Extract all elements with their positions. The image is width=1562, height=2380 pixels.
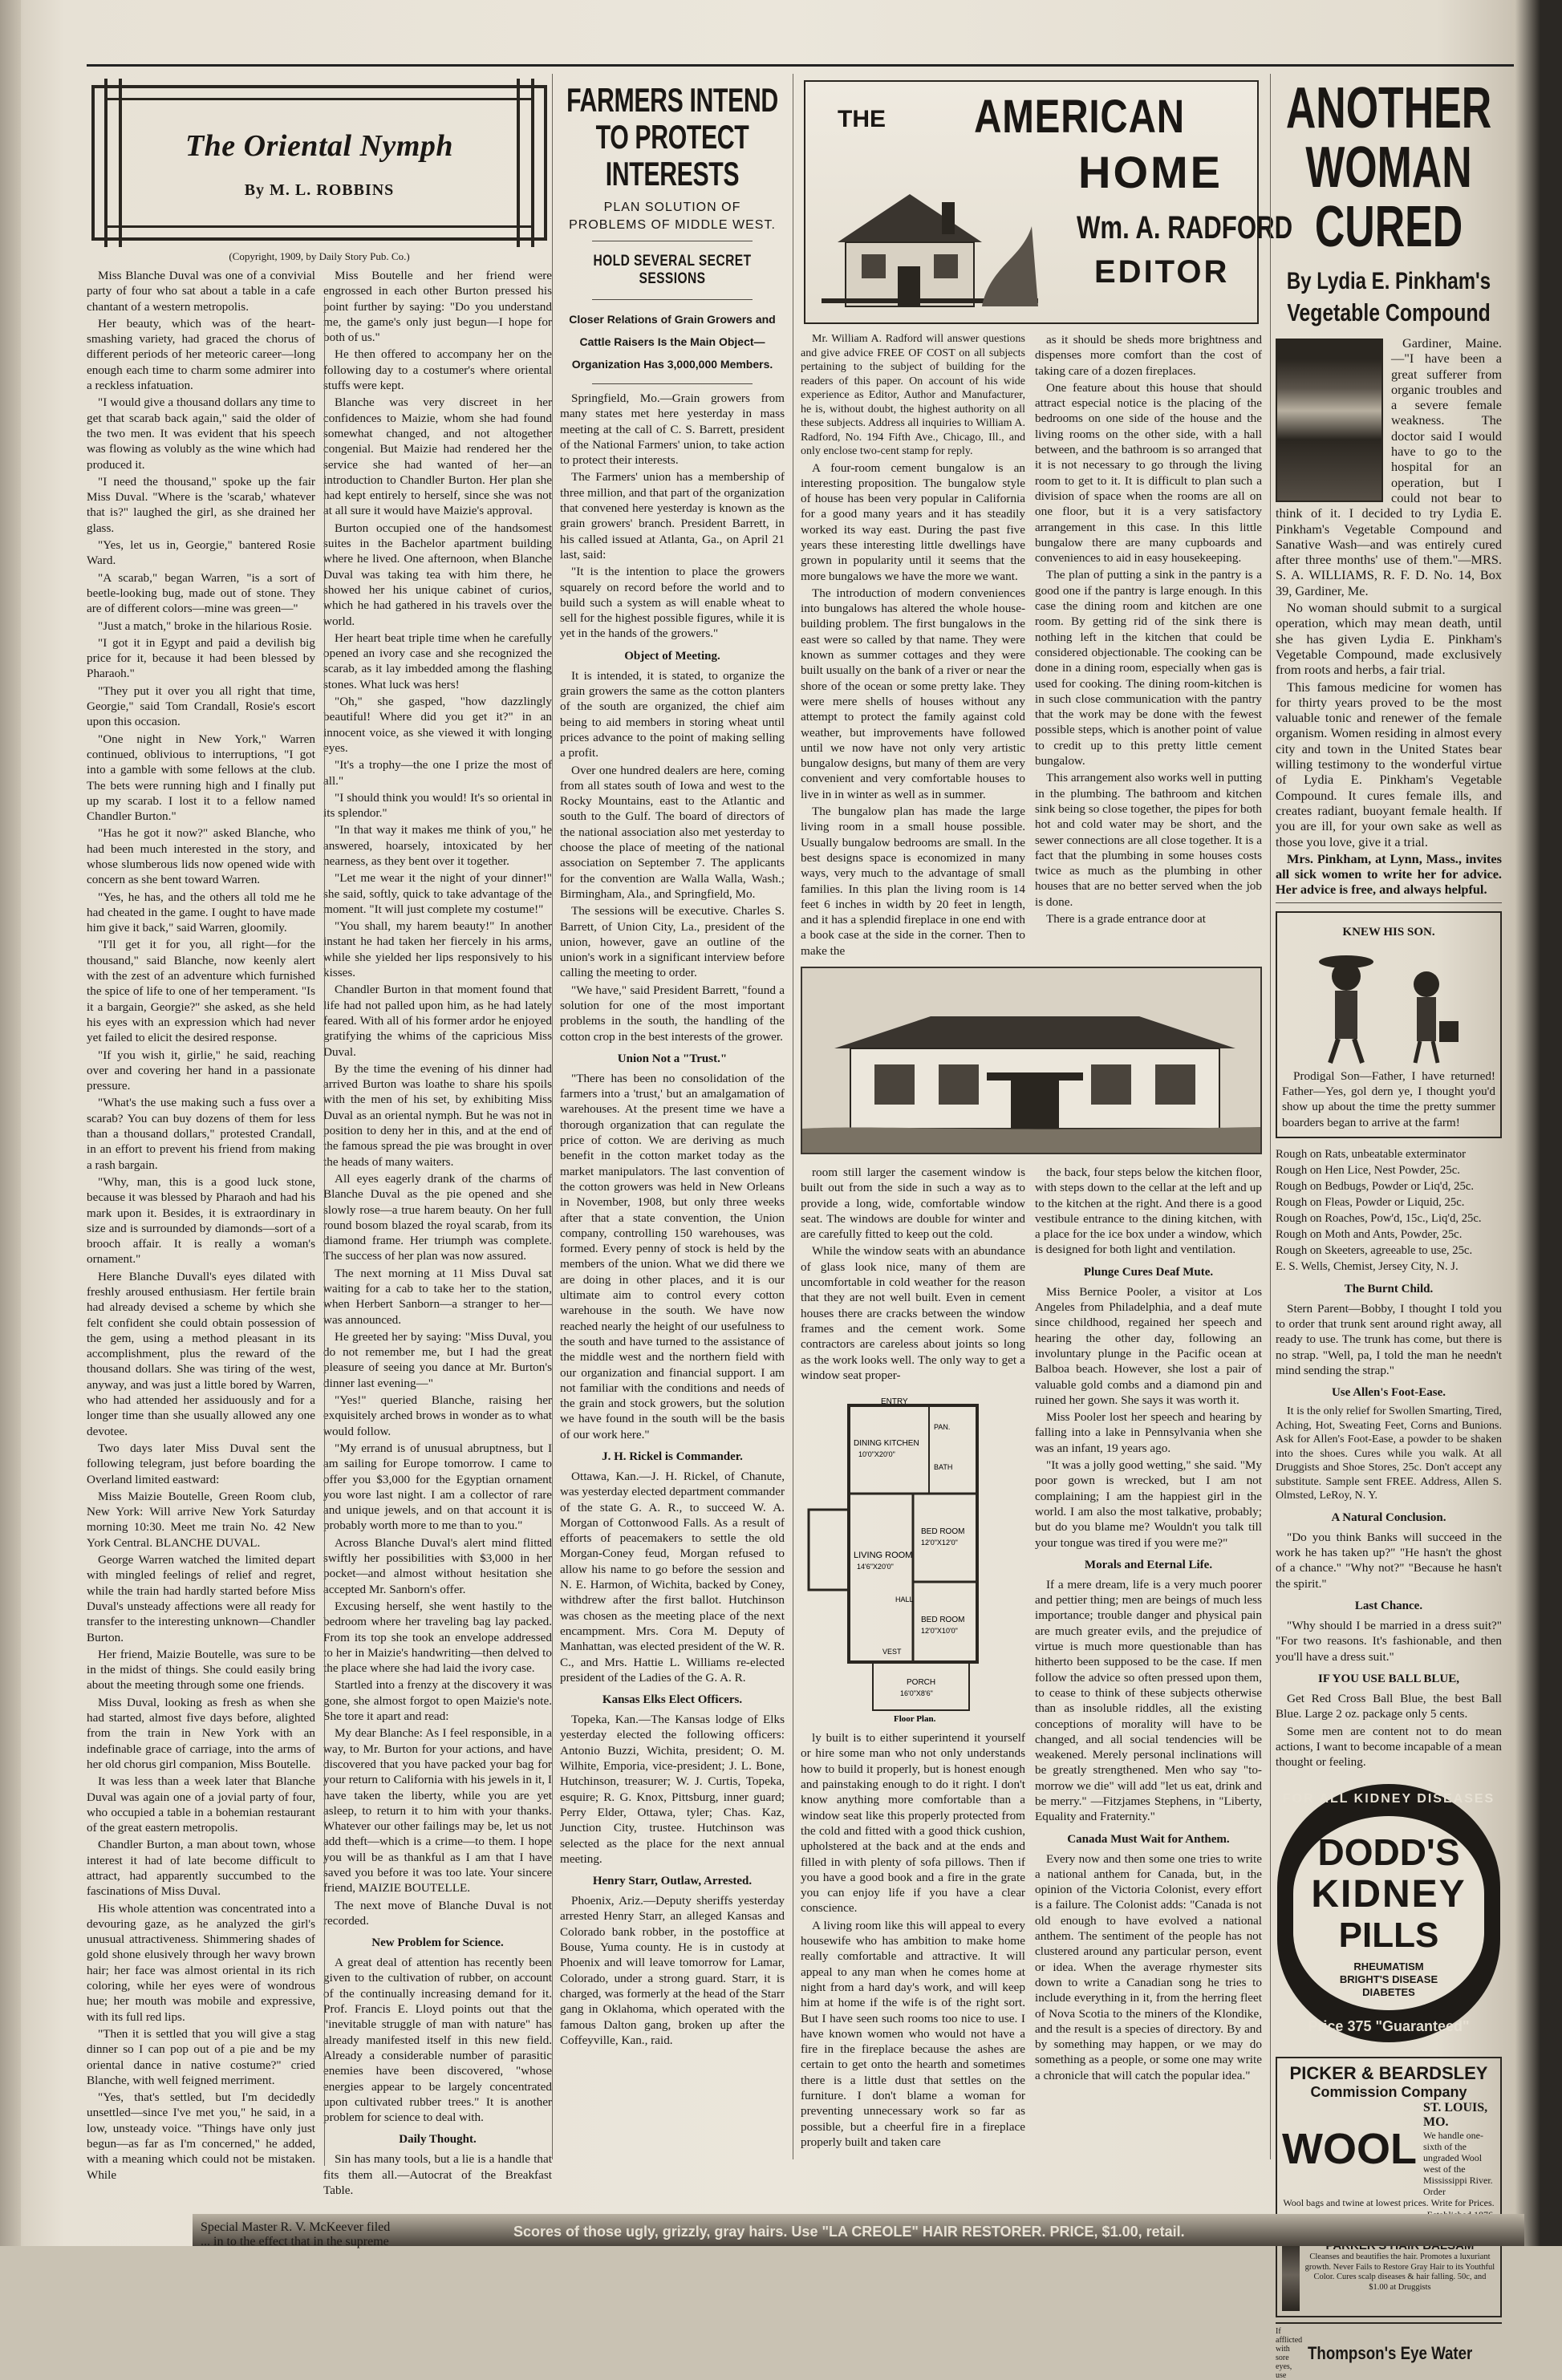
plan-label-pantry: PAN. bbox=[934, 1423, 951, 1432]
story-paragraph: Her friend, Maizie Boutelle, was sure to be in the midst of things. She could easily bring about the meeting through some one friends. bbox=[87, 1647, 315, 1693]
rough-on-item: Rough on Hen Lice, Nest Powder, 25c. bbox=[1276, 1163, 1460, 1177]
story-paragraph: He greeted her by saying: "Miss Duval, you do not remember me, but I had the great pleasure of seeing you dance at Mr. Burton's dinner last evening—" bbox=[323, 1329, 552, 1390]
trust-heading: Union Not a "Trust." bbox=[617, 1052, 728, 1065]
home-paragraph: as it should be sheds more brightness and dispenses more comfort than the cost of taking care of a dozen fireplaces. bbox=[1035, 333, 1262, 378]
column-farmers bbox=[560, 71, 785, 2196]
story-paragraph: "My errand is of unusual abruptness, but I am sailing for Europe tomorrow. I came to offer you $3,000 for the Egyptian ornament you wore last night. I am a collector of rare and unique jewels, and on that account it is probably worth more to me than to you." bbox=[323, 1441, 552, 1533]
story-paragraph: My dear Blanche: As I feel responsible, in a way, to Mr. Burton for your actions, and have discovered that you have packed your bag for your return to California with his jewels in it, I have taken the liberty, while you are yet asleep, to return it to him with your thanks. Whatever our other failings may be, let us not add theft—which is a crime—to them. I hope you will be as thankful as I am that I have saved you before it was too late. Your sincere friend, MAIZIE BOUTELLE. bbox=[323, 1726, 552, 1895]
rough-on-rats-ad bbox=[1276, 1146, 1502, 1275]
story-paragraph: "Just a match," broke in the hilarious Rosie. bbox=[98, 618, 312, 633]
natural-text: "Do you think Banks will succeed in the work he has taken up?" "He hasn't the ghost of a chance." "Why not?" "Because he hasn't the spirit." bbox=[1276, 1530, 1502, 1591]
elks-text: Topeka, Kan.—The Kansas lodge of Elks yesterday elected the following officers: Antonio Buzzi, Wichita, president; O. M. Wilhite, Emporia, vice-president; J. L. Bone, Hutchinson, treasurer; W. J. Curtis, Topeka, esquire; R. G. Knox, Pittsburg, inner guard; Perry Elder, Ottawa, tyler; Chas. Kaz, Junction City, trustee. Hutchinson was selected as the place for the next annual meeting. bbox=[560, 1713, 785, 1866]
wool-bags: Wool bags and twine at lowest prices. Write for Prices. bbox=[1283, 2197, 1495, 2209]
farmers-deck-2: Closer Relations of Grain Growers and Cattle Raisers Is the Main Object—Organization Has 3,000,000 Members. bbox=[569, 313, 776, 371]
deaf-mute-paragraph: Miss Bernice Pooler, a visitor at Los Angeles from Philadelphia, and a deaf mute since childhood, regained her speech and hearing the other day, following an involuntary plunge in the Pacific ocean at Balboa beach. However, she lost a pair of valuable gold combs and a diamond pin and ruined her gown. She says it was worth it. bbox=[1035, 1284, 1262, 1407]
story-paragraph: "I'll get it for you, all right—for the thousand," said Blanche, now keenly alert with the zest of an adventure which furnished the spice of life to one of her temperament. "Is it a bargain, Georgie?" she asked, as she held his eyes with an expression which had never yet failed to elicit the desired response. bbox=[87, 938, 315, 1045]
rickel-heading: J. H. Rickel is Commander. bbox=[602, 1450, 743, 1463]
story-paragraph: "I should think you would! It's so oriental in its splendor." bbox=[323, 790, 552, 821]
story-paragraph: The next morning at 11 Miss Duval sat waiting for a cab to take her to the station, when Herbert Sanborn—a stranger to her—was announced. bbox=[323, 1266, 552, 1327]
story-paragraph: "Oh," she gasped, "how dazzlingly beautiful! Where did you get it?" in an innocent voice, as she viewed it with longing eyes. bbox=[323, 695, 552, 755]
pinkham-testimonial: Gardiner, Maine.—"I have been a great sufferer from organic troubles and a severe female weakness. The doctor said I would have to go to the hospital for an operation, but I could not bear to think of it. I decided to try Lydia E. Pinkham's Vegetable Compound and Sanative Wash—and was entirely cured after three months' use of them."—MRS. S. A. WILLIAMS, R. F. D. No. 14, Box 39, Gardiner, Me. bbox=[1276, 335, 1502, 598]
column-story-left bbox=[87, 71, 552, 2196]
bottom-left-text bbox=[201, 2220, 390, 2249]
burnt-child-heading: The Burnt Child. bbox=[1344, 1282, 1434, 1295]
story-paragraph: "I got it in Egypt and paid a devilish big price for it, because it had been blessed by Pharaoh." bbox=[87, 635, 315, 681]
farmers-headline: FARMERS INTEND TO PROTECT INTERESTS bbox=[566, 81, 778, 193]
bottom-left-line-1: Special Master R. V. McKeever filed bbox=[201, 2220, 391, 2234]
plan-label-porch: PORCH bbox=[907, 1678, 936, 1688]
story-paragraph: "If you wish it, girlie," he said, reaching over and covering her hand in a passionate pressure. bbox=[87, 1048, 315, 1093]
column-ads bbox=[1276, 71, 1502, 2380]
story-paragraph: Two days later Miss Duval sent the following telegram, just before boarding the Overland limited eastward: bbox=[87, 1441, 315, 1486]
story-paragraph: "A scarab," began Warren, "is a sort of beetle-looking bug, made out of stone. They are of different colors—mine was green—" bbox=[87, 570, 315, 616]
home-paragraph: One feature about this house that should attract especial notice is the placing of the bedrooms on one side of the house and the living rooms on the other side, with a hall between, and the bathroom is so arranged that it is not necessary to go through the living room to get to it. It is difficult to plan such a division of space when the rooms are all on one floor, but it is a very satisfactory arrangement in this case. In this little bungalow there are many cupboards and conveniences to aid in easy housekeeping. bbox=[1035, 380, 1262, 566]
plan-label-living: LIVING ROOM bbox=[854, 1551, 913, 1561]
story-paragraph: "One night in New York," Warren continued, oblivious to interruptions, "I got into a gamble with some fellows at the club. The bets were running high and I finally put up my scarab. I lost it to a fellow named Chandler Burton." bbox=[87, 732, 315, 824]
plan-label-vest: VEST bbox=[882, 1648, 902, 1656]
plan-label-dining-size: 10'0"X20'0" bbox=[858, 1450, 895, 1459]
home-paragraph: A living room like this will appeal to every housewife who has ambition to make home really comfortable and attractive. It will appeal to any man when he comes home at night from a hard day's work, and will keep him at home if the wife is of the right sort. But I have seen such rooms too nice to use. I have known women who would not have a fire in the fireplace because the ashes are certain to get onto the hearth and sometimes there is a little dust that settles on the furniture. I don't blame a woman for preventing unnecessary work so far as possible, but a cheerful fire in a fireplace properly built and taken care bbox=[801, 1918, 1025, 2149]
home-column-lower-right bbox=[1035, 1165, 1262, 2151]
farmers-paragraph: The Farmers' union has a membership of three million, and that part of the organization that convened here yesterday is known as the grain growers' branch. President Barrett, in his called issued at Atlanta, Ga., on April 21 last, said: bbox=[560, 470, 785, 562]
wool-label: WOOL bbox=[1282, 2125, 1417, 2174]
home-paragraph: The introduction of modern conveniences into bungalows has altered the whole house-building problem. The first bungalows in the east were so called by that name. They were known as summer cottages and they were built usually on the bank of a river or near the shore of the ocean or some pretty lake. They were mere shells of houses without any attempt to protect the family against cold weather, but improvements have followed until we now have not only very artistic bungalow designs, but many of them are very convenient and very comfortable houses to live in in winter as well as in summer. bbox=[801, 586, 1025, 801]
bungalow-illustration bbox=[801, 967, 1262, 1154]
story-paragraph: Chandler Burton in that moment found that life had not palled upon him, as he had lately feared. With all of his former ardor he enjoyed gratifying the whims of the capricious Miss Duval. bbox=[323, 983, 552, 1059]
home-paragraph: The bungalow plan has made the large living room in a small house possible. Usually bungalow bedrooms are small. In the best designs space is economized in many ways, very much to the advantage of small families. In this plan the living room is 14 feet 6 inches in width by 20 feet in length, and it has a splendid fireplace in one end with a book case at the side in the corner. Then to make the bbox=[801, 805, 1025, 958]
plan-label-porch-size: 16'0"X8'6" bbox=[900, 1689, 933, 1698]
last-chance-text: "Why should I be married in a dress suit?" "For two reasons. It's fashionable, and then you'll have a dress suit." bbox=[1276, 1619, 1502, 1664]
home-column-left bbox=[801, 332, 1025, 960]
masthead-editor-name: Wm. A. RADFORD bbox=[1076, 210, 1293, 245]
story-paragraph: Miss Maizie Boutelle, Green Room club, New York: Will arrive New York Saturday morning 10:30. Meet me train No. 42 New York Central. BLANCHE DUVAL. bbox=[87, 1489, 315, 1550]
column-american-home bbox=[801, 71, 1293, 2196]
masthead-home: HOME bbox=[1078, 147, 1223, 197]
story-paragraph: Miss Blanche Duval was one of a convivial party of four who sat about a table in a cafe chantant of a western metropolis. bbox=[87, 269, 315, 314]
story-paragraph: George Warren watched the limited depart with mingled feelings of relief and regret, while the train had hardly started before Miss Duval's unsteady affections were all ready for transfer to the interesting unknown—Chandler Burton. bbox=[87, 1553, 315, 1644]
story-paragraph: Across Blanche Duval's alert mind flitted swiftly her possibilities with $3,000 in her pocket—and almost without hesitation she accepted Mr. Sanborn's offer. bbox=[323, 1535, 552, 1596]
starr-text: Phoenix, Ariz.—Deputy sheriffs yesterday arrested Henry Starr, an alleged Kansas and Colorado bank robber, in the postoffice at Bouse, Yuma county. He is in custody at Phoenix and will leave tomorrow for Lamar, Colorado, under a strong guard. Starr, it is charged, was formerly at the head of the Starr gang in Oklahoma, which operated with the famous Dalton gang, broken up after the Coffeyville, Kan., raid. bbox=[560, 1894, 785, 2047]
parker-description: Cleanses and beautifies the hair. Promotes a luxuriant growth. Never Fails to Restore Gray Hair to its Youthful Color. Cures scalp diseases & hair falling. 50c, and $1.00 at Druggists bbox=[1304, 2252, 1495, 2292]
rough-on-item: Rough on Moth and Ants, Powder, 25c. bbox=[1276, 1227, 1463, 1241]
diabetes-label: DIABETES bbox=[1362, 1986, 1415, 1999]
masthead-the: THE bbox=[838, 106, 886, 132]
farmers-paragraph: "There has been no consolidation of the farmers into a 'trust,' but an amalgamation of warehouses. At the present time we have a thorough organization that can regulate the price of cotton. We are deriving as much benefit in the cotton market today as the market manipulators. The last convention of the cotton growers was held in New Orleans in November, 1908, but only three weeks after that a state convention, the Union company, controlling 150 warehouses, was formed. Every penny of stock is held by the members of the union. What we did there we are doing in other places, and it is our ultimate aim to control every cotton warehouse in the south. We have now reached nearly the height of our usefulness to the south and have turned to the assistance of the middle west and the northern field with our organization and financial support. I am not familiar with the conditions and needs of the grain and stock growers, but the solution we have found in the south will be the basis of our work here." bbox=[560, 1071, 785, 1441]
canada-text: Every now and then some one tries to write a national anthem for Canada, but, in the opinion of the Victoria Colonist, every effort is a failure. The Colonist adds: "Canada is not old enough to have evolved a national anthem. The sentiment of the people has not clustered around any particular person, event or idea. When the average rhymester sits down to write a Canadian song he tries to include everything in it, from the herring fleet of Nova Scotia to the miners of the Klondike, and the result is a species of directory. By and by something may happen, or we may do something as a people, or some one may write a chronicle that will catch the popular idea." bbox=[1035, 1851, 1262, 2082]
daily-thought-text: Sin has many tools, but a lie is a handle that fits them all.—Autocrat of the Breakfast Table. bbox=[323, 2152, 552, 2198]
story-paragraph: Blanche was very discreet in her confidences to Maizie, whom she had found somewhat changed, and not altogether congenial. But Maizie had rendered her the service she had wanted of her—an introduction to Chandler Burton. Her plan she had kept entirely to herself, since she was not at all sure it would have Maizie's approval. bbox=[323, 395, 552, 518]
deaf-mute-paragraph: "It was a jolly good wetting," she said. "My poor gown is wrecked, but I am not complaining; I am the happiest girl in the world. I am also the most talkative, probably; but do you blame me? Wouldn't you talk till your tongue was tired if you were me?" bbox=[1035, 1458, 1262, 1550]
farmers-paragraph: "We have," said President Barrett, "found a solution for one of the most important problems in the south, the handling of the cotton crop in the best interests of the grower. bbox=[560, 983, 785, 1044]
page-binding bbox=[0, 0, 21, 2246]
story-paragraph: Her beauty, which was of the heart-smashing variety, had graced the chorus of different periods of her meteoric career—long enough each time to charm some admirer into a reckless infatuation. bbox=[87, 316, 315, 393]
thompson-eye-water-ad bbox=[1276, 2322, 1502, 2380]
farmers-paragraph: It is intended, it is stated, to organize the grain growers the same as the cotton planters of the south are organized, the chief aim being to aid members in storing wheat until prices advance to the point of making selling a profit. bbox=[560, 668, 785, 760]
pinkham-text-4: Mrs. Pinkham, at Lynn, Mass., invites all sick women to write her for advice. Her advice is free, and always helpful. bbox=[1276, 850, 1502, 898]
floor-plan-caption: Floor Plan. bbox=[894, 1714, 936, 1725]
wool-description: We handle one-sixth of the ungraded Wool west of the Mississippi River. Order bbox=[1422, 2130, 1493, 2198]
farmers-deck: HOLD SEVERAL SECRET SESSIONS bbox=[593, 253, 752, 287]
kidney-label: KIDNEY bbox=[1311, 1873, 1467, 1916]
plan-label-dining: DINING KITCHEN bbox=[854, 1439, 919, 1449]
home-paragraph: The plan of putting a sink in the pantry is a good one if the pantry is large enough. In this case the dining room and kitchen are one room. By getting rid of the sink there is nothing left in the kitchen that could be considered objectionable. The cooking can be done in a dining room, especially when gas is used for cooking. The dining room-kitchen is in such close communication with the pantry that the work may be done with the fewest possible steps, which is another point of value to credit up to this pretty little cement bungalow. bbox=[1035, 568, 1262, 768]
story-paragraph: All eyes eagerly drank of the charms of Blanche Duval as the pie opened and she slowly rose—a true harem beauty. On her full round bosom blazed the royal scarab, from its diamond frame. Her triumph was complete. The success of her plan was now assured. bbox=[323, 1171, 552, 1263]
rough-on-item: Rough on Fleas, Powder or Liquid, 25c. bbox=[1276, 1195, 1465, 1209]
home-column-right bbox=[1035, 332, 1262, 960]
story-paragraph: The next move of Blanche Duval is not recorded. bbox=[323, 1898, 552, 1928]
pinkham-byline-2: Vegetable Compound bbox=[1287, 298, 1491, 326]
home-paragraph: This arrangement also works well in putting in the plumbing. The bathroom and kitchen sink being so close together, the pipes for both hot and cold water may be short, and the sewer connections are all close together. It is a fact that the plumbing in some houses costs twice as much as the plumbing in other houses that are no better served when the job is done. bbox=[1035, 771, 1262, 909]
thompson-title: Thompson's Eye Water bbox=[1308, 2343, 1473, 2364]
story-paragraph: Miss Duval, looking as fresh as when she had started, almost five days before, alighted from the train in New York with an indefinable grace of carriage, into the arms of her old chorus girl companion, Miss Boutelle. bbox=[87, 1695, 315, 1771]
rheumatism-label: RHEUMATISM bbox=[1353, 1960, 1424, 1973]
story-paragraph: By the time the evening of his dinner had arrived Burton was loathe to share his spoils with the men of his set, by exhibiting Miss Duval as an oriental nymph. But he was not in position to deny her in this, and at the end of the famous spread the pie was brought in over the heads of many waiters. bbox=[323, 1061, 552, 1169]
allens-text: It is the only relief for Swollen Smarting, Tired, Aching, Hot, Sweating Feet, Corns and Bunions. Ask for Allen's Foot-Ease, a powder to be shaken into the shoes. Cures while you walk. At all Druggists and Shoe Stores, 25c. Don't accept any substitute. Sample sent FREE. Address, Allen S. Olmsted, LeRoy, N. Y. bbox=[1276, 1405, 1502, 1502]
plan-label-living-size: 14'6"X20'0" bbox=[857, 1563, 894, 1571]
story-paragraph: Chandler Burton, a man about town, whose interest it had of late become difficult to attract, had apparently succumbed to the fascinations of Miss Duval. bbox=[87, 1838, 315, 1899]
dodds-label: DODD'S bbox=[1317, 1831, 1460, 1874]
home-paragraph: the back, four steps below the kitchen floor, with steps down to the cellar at the left and up to the kitchen at the right. And there is a good vestibule entrance to the dining kitchen, with a place for the ice box under a window, which is designed for both light and ventilation. bbox=[1035, 1166, 1262, 1257]
rough-on-item: Rough on Roaches, Pow'd, 15c., Liq'd, 25c. bbox=[1276, 1211, 1482, 1225]
story-paragraph: "Yes!" queried Blanche, raising her exquisitely arched brows in wonder as to what would follow. bbox=[323, 1393, 552, 1438]
object-heading: Object of Meeting. bbox=[624, 649, 720, 663]
last-chance-heading: Last Chance. bbox=[1354, 1600, 1423, 1613]
story-copyright: (Copyright, 1909, by Daily Story Pub. Co.) bbox=[229, 250, 410, 262]
pinkham-headline: ANOTHER WOMAN CURED bbox=[1285, 76, 1492, 259]
home-paragraph: ly built is to either superintend it yourself or hire some man who not only understands how to build it properly, but is honest enough and painstaking enough to do it right. I don't know anything more comfortable than a window seat like this properly protected from the cold and fitted with a good thick cushion, upholstered at the back and at the ends and filled in with plenty of sofa pillows. Then if you have a good book and a fire in the grate you can enjoy life if you have a clear conscience. bbox=[801, 1731, 1025, 1916]
rickel-text: Ottawa, Kan.—J. H. Rickel, of Chanute, was yesterday elected department commander of the state G. A. R., to succeed W. A. Morgan of Cottonwood Falls. As a result of efforts of peacemakers to settle the old Morgan-Coney feud, Morgan refused to allow his name to go before the session and N. E. Harmon, of Wichita, backed by Coney, withdrew after the first ballot. Hutchinson was chosen as the meeting place of the next encampment. Mrs. Cora M. Deputy of Manhattan, was elected president of the W. R. C., and Mrs. Hattie L. Williams re-elected president of the Ladies of the G. A. R. bbox=[560, 1470, 785, 1685]
story-paragraph: "What's the use making such a fuss over a scarab? You can buy dozens of them for less than a thousand dollars," protested Crandall, in an effort to prevent his friend from making a rash bargain. bbox=[87, 1096, 315, 1172]
story-paragraph: "Let me wear it the night of your dinner!" she said, softly, quick to take advantage of the moment. "It will just complete my costume!" bbox=[323, 871, 552, 916]
plan-label-entry: ENTRY bbox=[881, 1397, 908, 1407]
wool-ad bbox=[1276, 2057, 1502, 2228]
story-paragraph: "Has he got it now?" asked Blanche, who had been much interested in the story, and whose slumberous lids now opened wide with concern as she bent toward Warren. bbox=[87, 826, 315, 887]
home-intro: Mr. William A. Radford will answer questions and give advice FREE OF COST on all subjects pertaining to the subject of building for the readers of this paper. On account of his wide experience as Editor, Author and Manufacturer, he is, without doubt, the highest authority on all these subjects. Address all inquiries to William A. Radford, No. 194 Fifth Ave., Chicago, Ill., and only enclose two-cent stamp for reply. bbox=[801, 333, 1025, 457]
knew-his-son-ad bbox=[1276, 911, 1502, 1138]
pills-label: PILLS bbox=[1338, 1916, 1439, 1956]
elks-heading: Kansas Elks Elect Officers. bbox=[602, 1693, 743, 1707]
rough-on-item: Rough on Rats, unbeatable exterminator bbox=[1276, 1147, 1466, 1161]
story-title-frame bbox=[87, 79, 552, 247]
pinkham-byline: By Lydia E. Pinkham's bbox=[1286, 268, 1491, 294]
pills-price: Price 375 "Guaranteed" bbox=[1308, 2018, 1470, 2035]
column-divider bbox=[1270, 74, 1271, 2159]
rough-on-item: Rough on Bedbugs, Powder or Liq'd, 25c. bbox=[1276, 1179, 1475, 1193]
story-paragraph: "Yes, let us in, Georgie," bantered Rosie Ward. bbox=[87, 538, 315, 568]
masthead-house-illustration bbox=[822, 178, 1038, 314]
story-byline: By M. L. ROBBINS bbox=[244, 181, 395, 199]
ball-blue-text: Get Red Cross Ball Blue, the best Ball Blue. Large 2 oz. package only 5 cents. bbox=[1276, 1691, 1502, 1721]
rough-on-item: Rough on Skeeters, agreeable to use, 25c. bbox=[1276, 1243, 1473, 1257]
farmers-paragraph: Springfield, Mo.—Grain growers from many states met here yesterday in mass meeting at the call of C. S. Barrett, president of the National Farmers' union, to take action to protect their interests. bbox=[560, 391, 785, 468]
brights-label: BRIGHT'S DISEASE bbox=[1339, 1973, 1438, 1986]
bottom-left-line-2: ... in to the effect that in the supreme bbox=[201, 2235, 389, 2248]
story-paragraph: His whole attention was concentrated into a devouring gaze, as he analyzed the girl's unusual attractiveness. Shimmering shades of gold shone elusively through her wavy brown hair; her face was almost oriental in its rich coloring, while her eyes were of wondrous hue; her mouth was mobile and expressive, with its full red lips. bbox=[87, 1901, 315, 2024]
farmers-paragraph: "It is the intention to place the growers squarely on record before the world and to build such a system as will enable wheat to sell for the highest possible figures, while it is yet in the hands of the growers." bbox=[560, 565, 785, 641]
plan-label-bedroom-1: BED ROOM bbox=[921, 1527, 965, 1537]
knew-his-son-heading: KNEW HIS SON. bbox=[1342, 925, 1435, 939]
picker-beardsley: PICKER & BEARDSLEY bbox=[1289, 2063, 1488, 2084]
plan-label-bedroom-2: BED ROOM bbox=[921, 1616, 965, 1625]
story-paragraph: Burton occupied one of the handsomest suites in the Bachelor apartment building where he lived. One afternoon, when Blanche Duval was taking tea with him there, he showed her his unique cabinet of curios, which he had gathered in his travels over the world. bbox=[323, 521, 552, 628]
deaf-mute-heading: Plunge Cures Deaf Mute. bbox=[1083, 1265, 1214, 1279]
plan-label-bedroom-1-size: 12'0"X12'0" bbox=[921, 1539, 958, 1547]
farmers-paragraph: The sessions will be executive. Charles S. Barrett, of Union City, La., president of the union, however, gave an outline of the union's work in a significant interview before calling the meeting to order. bbox=[560, 904, 785, 980]
plan-label-hall: HALL bbox=[895, 1595, 914, 1604]
story-paragraph: He then offered to accompany her on the following day to a costumer's where oriental stuffs were kept. bbox=[323, 347, 552, 393]
story-paragraph: It was less than a week later that Blanche Duval was again one of a jovial party of four, who occupied a table in a bohemian restaurant of the great eastern metropolis. bbox=[87, 1774, 315, 1835]
knew-his-son-text: Prodigal Son—Father, I have returned! Father—Yes, gol dern ye, I thought you'd show up about the time the pretty summer boarders began to arrive at the farm! bbox=[1282, 1068, 1495, 1129]
story-paragraph: "Yes, he has, and the others all told me he had cheated in the game. I ought to have made him give it back," said Warren, gloomily. bbox=[87, 890, 315, 935]
plan-label-bedroom-2-size: 12'0"X10'0" bbox=[921, 1627, 958, 1636]
allens-heading: Use Allen's Foot-Ease. bbox=[1331, 1386, 1446, 1400]
top-rule bbox=[87, 64, 1514, 67]
dodds-kidney-pills-ad bbox=[1276, 1781, 1502, 2046]
morals-heading: Morals and Eternal Life. bbox=[1084, 1558, 1213, 1571]
home-column-lower-left bbox=[801, 1165, 1025, 2151]
home-paragraph: room still larger the casement window is built out from the side in such a way as to provide a long, wide, comfortable window seat. The windows are double for winter and are carefully fitted to keep out the cold. bbox=[801, 1166, 1025, 1242]
story-paragraph: "Why, man, this is a good luck stone, because it was blessed by Pharaoh and had his mark upon it. Besides, it is extraordinary in size and is surrounded by diamonds—sort of a brooch affair. It is really a woman's ornament." bbox=[87, 1174, 315, 1267]
american-home-masthead bbox=[804, 80, 1293, 324]
story-paragraph: Startled into a frenzy at the discovery it was gone, she almost forgot to open Maizie's note. She tore it apart and read: bbox=[323, 1678, 552, 1724]
la-creole-ad: Scores of those ugly, grizzly, gray hairs. Use "LA CREOLE" HAIR RESTORER. PRICE, $1.00, retail. bbox=[513, 2224, 1185, 2240]
natural-heading: A Natural Conclusion. bbox=[1331, 1510, 1446, 1524]
home-paragraph: While the window seats with an abundance of glass look nice, many of them are uncomfortable in cold weather for the reason that they are not well built. Even in cement houses there are cracks between the window frames and the cement work. Some contractors are careless about joints so long as the work looks well. The only way to get a window seat proper- bbox=[801, 1244, 1025, 1382]
story-paragraph: Here Blanche Duvall's eyes dilated with freshly aroused enthusiasm. Her fertile brain had already devised a scheme by which she felt confident she could obtain possession of the gem, using a method pleasant in its accomplishment, plus the reward of the thousand dollars. She was tiring of the west, anyway, and was just a little bored by Warren, who had attended her assiduously and for a longer time than she usually allowed any one devotee. bbox=[87, 1269, 315, 1438]
farmers-subhead: PLAN SOLUTION OF PROBLEMS OF MIDDLE WEST. bbox=[569, 201, 776, 232]
ring-text: FOR ALL KIDNEY DISEASES bbox=[1282, 1792, 1495, 1806]
story-paragraph: "Yes, that's settled, but I'm decidedly unsettled—since I've met you," he said, in a low, unsteady voice. "Things have only just begun—as far as I'm concerned," he added, with a meaning which could not be mistaken. While bbox=[87, 2090, 315, 2182]
starr-heading: Henry Starr, Outlaw, Arrested. bbox=[592, 1875, 753, 1888]
column-divider bbox=[324, 297, 325, 2166]
ball-blue-heading: IF YOU USE BALL BLUE, bbox=[1317, 1672, 1459, 1685]
burnt-child-text: Stern Parent—Bobby, I thought I told you to order that trunk sent around right away, all ready to use. The trunk has come, but there is no strap. "Well, pa, I told the man he needn't mind sending the strap." bbox=[1276, 1301, 1502, 1378]
testimonial-portrait bbox=[1276, 339, 1383, 502]
commission-company: Commission Company bbox=[1310, 2084, 1467, 2101]
pinkham-text-2: No woman should submit to a surgical operation, which may mean death, until she has given Lydia E. Pinkham's Vegetable Compound, made exclusively from roots and herbs, a fair trial. bbox=[1276, 600, 1502, 678]
story-column-b bbox=[323, 268, 552, 2200]
rough-on-item: E. S. Wells, Chemist, Jersey City, N. J. bbox=[1276, 1259, 1459, 1273]
parker-portrait bbox=[1282, 2239, 1300, 2311]
home-paragraph: There is a grade entrance door at bbox=[1046, 911, 1207, 926]
story-paragraph: "I would give a thousand dollars any time to get that scarab back again," said the older of the two men. It was evident that his speech was flowing as volubly as the wine which had produced it. bbox=[87, 395, 315, 472]
wool-city: ST. LOUIS, MO. bbox=[1422, 2101, 1488, 2130]
story-paragraph: "I need the thousand," spoke up the fair Miss Duval. "Where is the 'scarab,' whatever that is?" laughed the girl, as she drained her glass. bbox=[87, 474, 315, 535]
story-paragraph: Her heart beat triple time when he carefully opened an ivory case and she recognized the scarab, as it lay imbedded among the flashing stones. What luck was hers! bbox=[323, 630, 552, 691]
masthead-editor-label: EDITOR bbox=[1094, 254, 1230, 290]
cartoon-illustration bbox=[1282, 944, 1491, 1064]
masthead-american: AMERICAN bbox=[974, 91, 1185, 143]
deaf-mute-paragraph: Miss Pooler lost her speech and hearing by falling into a lake in Pennsylvania when she was an infant, 19 years ago. bbox=[1035, 1410, 1262, 1455]
column-divider bbox=[552, 74, 553, 2159]
farmers-paragraph: Over one hundred dealers are here, coming from all states south of Iowa and west to the Rocky Mountains, east to the Atlantic and south to the Gulf. The board of directors of the national association also met yesterday to choose the place of meeting of the national association on September 7. The applicants for the convention are Walla Walla, Wash.; Birmingham, Ala., and Springfield, Mo. bbox=[560, 763, 785, 901]
story-column-a bbox=[87, 268, 315, 2200]
story-paragraph: Excusing herself, she went hastily to the bedroom where her traveling bag lay packed. From its top she took an envelope addressed to her in Maizie's handwriting—then delved to the place where she had laid the ivory case. bbox=[323, 1599, 552, 1676]
pinkham-text-3: This famous medicine for women has for thirty years proved to be the most valuable tonic and renewer of the female organism. Women residing in almost every city and town in the United States bear willing testimony to the wonderful virtue of Lydia E. Pinkham's Vegetable Compound. It cures female ills, and creates radiant, buoyant female health. If you are ill, for your own sake as well as those you love, give it a trial. bbox=[1276, 679, 1502, 849]
story-paragraph: "It's a trophy—the one I prize the most of all." bbox=[323, 758, 552, 788]
home-paragraph: A four-room cement bungalow is an interesting proposition. The bungalow style of house has been very popular in California for a good many years and it has steadily worked its way east. During the past five years these interesting little dwellings have grown in popularity until it seems that the more bungalows we have the more we want. bbox=[801, 460, 1025, 583]
story-paragraph: "They put it over you all right that time, Georgie," said Tom Crandall, Rosie's escort upon this occasion. bbox=[87, 683, 315, 729]
story-title: The Oriental Nymph bbox=[185, 129, 454, 163]
thompson-lead: If afflicted with sore eyes, use bbox=[1276, 2327, 1303, 2380]
morals-text: If a mere dream, life is a very much poorer and pettier thing; men are beings of much less importance; trouble danger and physical pain are much greater evils, and the prejudice of virtue is much more questionable than has hitherto been supposed to be the case. If men follow the advice so often pressed upon them, to cease to think of these subjects otherwise than as insoluble riddles, all the existing conceptions of morality will have to be changed, and all social tendencies will be weakened. Merely personal inclinations will be greatly strengthened. Men who say "to-morrow we die" will add "let us eat, drink and be merry." —Fitzjames Stephens, in "Liberty, Equality and Fraternity." bbox=[1035, 1577, 1262, 1824]
canada-heading: Canada Must Wait for Anthem. bbox=[1067, 1832, 1230, 1846]
floor-plan bbox=[801, 1389, 1025, 1726]
science-heading: New Problem for Science. bbox=[371, 1936, 504, 1950]
science-text: A great deal of attention has recently been given to the cultivation of rubber, on account of the continually increasing demand for it. Prof. Francis E. Lloyd points out that the "inevitable struggle of man with nature" has already manifested itself in this new field. Already a considerable number of parasitic enemies have been discovered, "whose energies appear to be largely concentrated upon cultivated rubber trees." It is another problem for science to deal with. bbox=[323, 1956, 552, 2125]
daily-thought-heading: Daily Thought. bbox=[399, 2133, 477, 2147]
story-paragraph: "You shall, my harem beauty!" In another instant he had taken her fiercely in his arms, while she yielded her lips responsively to his kisses. bbox=[323, 919, 552, 980]
content-text: Some men are content not to do mean actions, I want to become incapable of a mean thought or feeling. bbox=[1276, 1724, 1502, 1770]
story-paragraph: Miss Boutelle and her friend were engrossed in each other Burton pressed his point further by saying: "Do you understand me, the game's only just begun—I hope for both of us." bbox=[323, 269, 552, 345]
story-paragraph: "Then it is settled that you will give a stag dinner so I can pop out of a pie and be my oriental dance in native costume?" cried Blanche, with well feigned merriment. bbox=[87, 2026, 315, 2087]
story-paragraph: "In that way it makes me think of you," he answered, hoarsely, intoxicated by her nearness, as they bent over it together. bbox=[323, 823, 552, 868]
plan-label-bath: BATH bbox=[934, 1463, 953, 1472]
